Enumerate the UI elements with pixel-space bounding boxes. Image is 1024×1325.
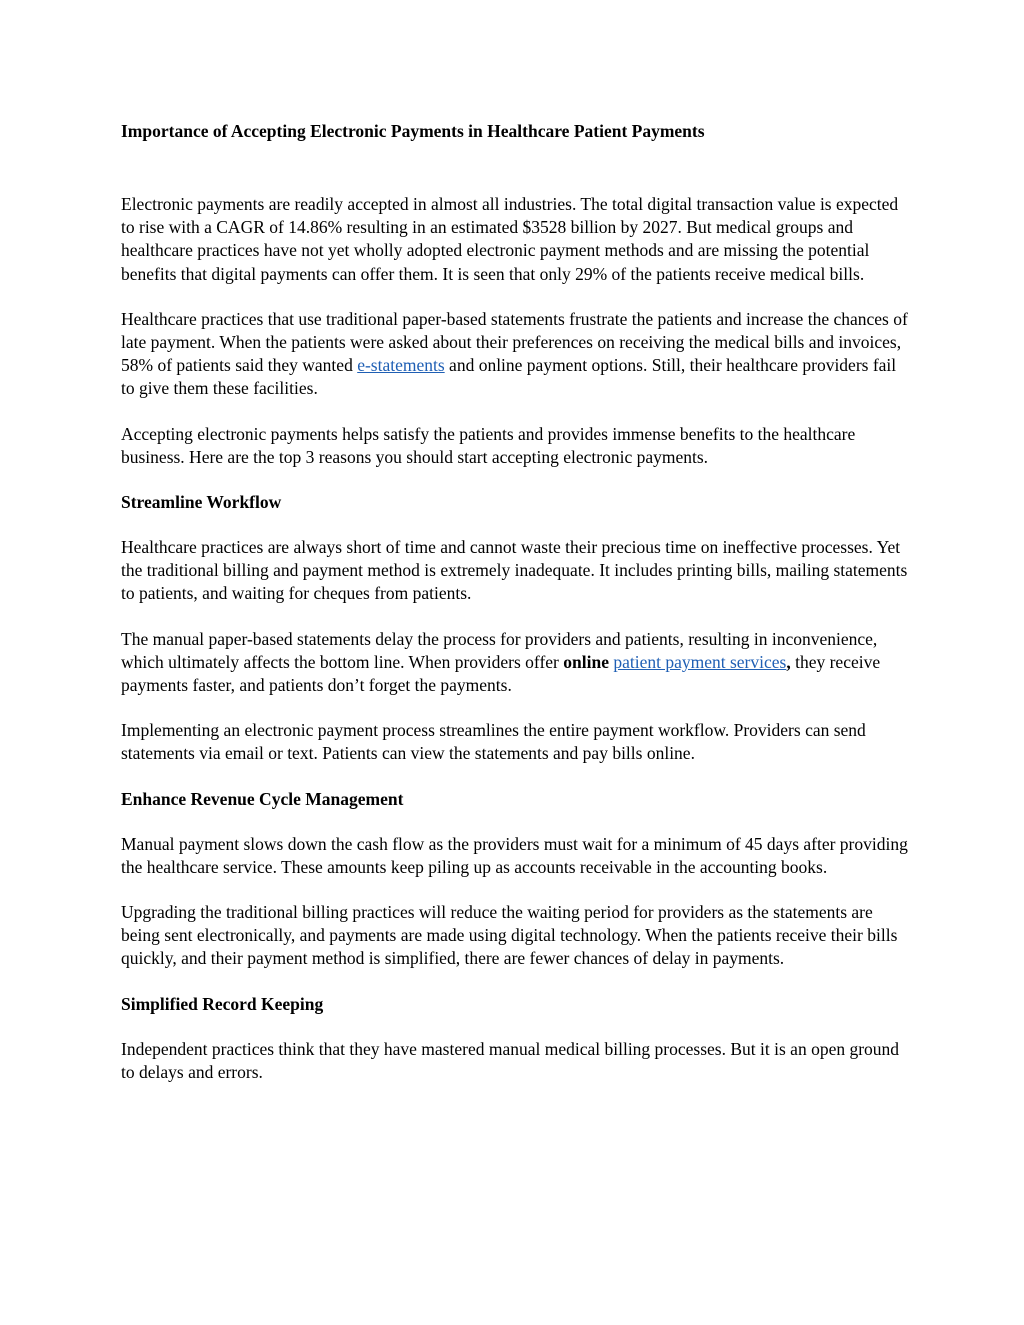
- paper-statements-paragraph: [121, 308, 911, 401]
- section-heading-streamline-workflow: Streamline Workflow: [121, 492, 282, 513]
- streamline-paragraph-2: [121, 628, 911, 698]
- paragraph-text: they receive payments faster, and patients don’t forget the payments.: [121, 651, 881, 696]
- document-body: [121, 120, 911, 1106]
- e-statements-link[interactable]: e-statements: [357, 355, 445, 376]
- section-heading-record-keeping: Simplified Record Keeping: [121, 993, 324, 1014]
- bold-comma: ,: [786, 651, 791, 672]
- streamline-paragraph-1: Healthcare practices are always short of time and cannot waste their precious time on ineffective processes. Yet the traditional billing and payment method is extremely inadequate. It includes printing bills, mailing statements to patients, and waiting for cheques from patients.: [121, 537, 908, 604]
- record-keeping-paragraph-1: Independent practices think that they have mastered manual medical billing processes. But it is an open ground to delays and errors.: [121, 1038, 900, 1082]
- revenue-paragraph-2: Upgrading the traditional billing practices will reduce the waiting period for providers as the statements are being sent electronically, and payments are made using digital technology. When the patients receive their bills quickly, and their payment method is simplified, there are fewer chances of delay in payments.: [121, 902, 898, 969]
- paragraph-text: and online payment options. Still, their healthcare providers fail to give them these facilities.: [121, 355, 897, 399]
- intro-paragraph: Electronic payments are readily accepted in almost all industries. The total digital transaction value is expected to rise with a CAGR of 14.86% resulting in an estimated $3528 billion by 2027. But medical groups and healthcare practices have not yet wholly adopted electronic payment methods and are missing the potential benefits that digital payments can offer them. It is seen that only 29% of the patients receive medical bills.: [121, 194, 899, 284]
- section-heading-revenue-cycle: Enhance Revenue Cycle Management: [121, 788, 404, 809]
- paragraph-text: Healthcare practices that use traditional paper-based statements frustrate the patients and increase the chances of late payment. When the patients were asked about their preferences on receiving the medical bills and invoices, 58% of patients said they wanted: [121, 308, 908, 376]
- document-title: Importance of Accepting Electronic Payments in Healthcare Patient Payments: [121, 121, 705, 141]
- streamline-paragraph-3: Implementing an electronic payment process streamlines the entire payment workflow. Providers can send statements via email or text. Patients can view the statements and pay bills online.: [121, 720, 866, 764]
- paragraph-text: The manual paper-based statements delay the process for providers and patients, resulting in inconvenience, which ultimately affects the bottom line. When providers offer: [121, 628, 878, 672]
- benefits-intro-paragraph: Accepting electronic payments helps satisfy the patients and provides immense benefits to the healthcare business. Here are the top 3 reasons you should start accepting electronic payments.: [121, 423, 856, 467]
- bold-text: online: [563, 651, 609, 672]
- patient-payment-services-link[interactable]: patient payment services: [613, 651, 787, 672]
- revenue-paragraph-1: Manual payment slows down the cash flow as the providers must wait for a minimum of 45 days after providing the healthcare service. These amounts keep piling up as accounts receivable in the accounting books.: [121, 833, 908, 877]
